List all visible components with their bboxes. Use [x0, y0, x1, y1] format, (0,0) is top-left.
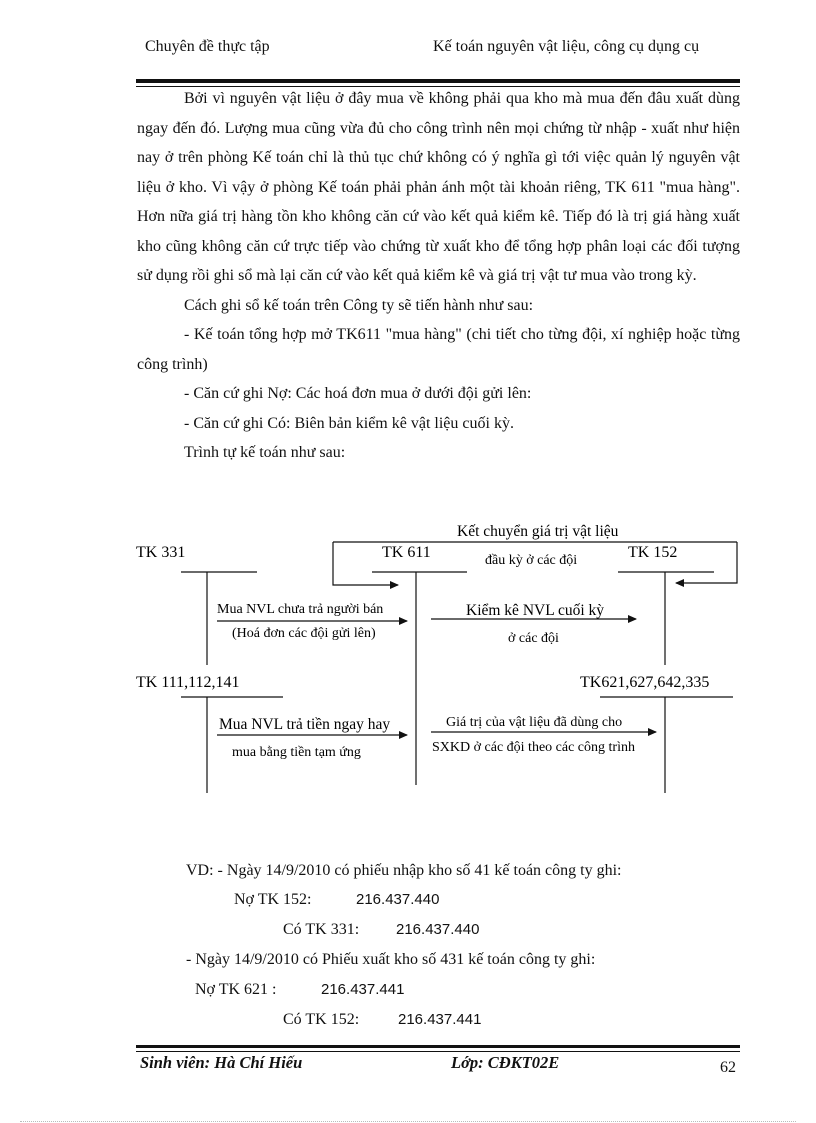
example-debit1-value: 216.437.440: [356, 891, 440, 908]
example-line2: - Ngày 14/9/2010 có Phiếu xuất kho số 431 kế toán công ty ghi:: [186, 951, 596, 968]
example-credit1-value: 216.437.440: [396, 921, 480, 938]
paragraph: - Kế toán tổng hợp mở TK611 "mua hàng" (chi tiết cho từng đội, xí nghiệp hoặc từng công trình): [137, 326, 740, 373]
account-tk611: TK 611: [382, 544, 431, 561]
account-tk331: TK 331: [136, 544, 186, 561]
label-buy-credit-line2: (Hoá đơn các đội gửi lên): [232, 626, 376, 641]
header-right-title: Kế toán nguyên vật liệu, công cụ dụng cụ: [433, 38, 700, 55]
label-transfer-line1: Kết chuyển giá trị vật liệu: [457, 523, 619, 540]
body-text: [137, 84, 740, 468]
label-used-line1: Giá trị của vật liệu đã dùng cho: [446, 715, 623, 730]
paragraph: Trình tự kế toán như sau:: [184, 444, 346, 461]
example-credit1-label: Có TK 331:: [283, 921, 360, 938]
label-transfer-line2: đầu kỳ ở các đội: [485, 553, 578, 568]
paragraph: Cách ghi sổ kế toán trên Công ty sẽ tiến hành như sau:: [184, 296, 534, 314]
page-bottom-border: [20, 1121, 796, 1122]
example-debit1-label: Nợ TK 152:: [234, 891, 312, 908]
label-inventory-line2: ở các đội: [508, 631, 559, 646]
label-used-line2: SXKD ở các đội theo các công trình: [432, 740, 635, 755]
page-number: 62: [720, 1059, 736, 1076]
footer-rule-thick: [136, 1045, 740, 1048]
header-rule-thick: [136, 79, 740, 83]
label-buy-credit-line1: Mua NVL chưa trả người bán: [217, 602, 384, 617]
example-debit2-value: 216.437.441: [321, 981, 405, 998]
label-buy-cash-line1: Mua NVL trả tiền ngay hay: [219, 716, 391, 733]
account-tk621: TK621,627,642,335: [580, 674, 710, 691]
example-debit2-label: Nợ TK 621 :: [195, 981, 277, 998]
example-credit2-value: 216.437.441: [398, 1011, 482, 1028]
label-buy-cash-line2: mua bằng tiền tạm ứng: [232, 745, 361, 760]
label-inventory-line1: Kiểm kê NVL cuối kỳ: [466, 602, 605, 619]
example-credit2-label: Có TK 152:: [283, 1011, 360, 1028]
footer-rule-thin: [136, 1051, 740, 1052]
account-tk152: TK 152: [628, 544, 678, 561]
example-line1: VD: - Ngày 14/9/2010 có phiếu nhập kho số 41 kế toán công ty ghi:: [186, 862, 622, 879]
footer-class: Lớp: CĐKT02E: [451, 1053, 560, 1072]
footer-student: Sinh viên: Hà Chí Hiếu: [140, 1053, 303, 1072]
account-tk111: TK 111,112,141: [136, 674, 240, 691]
header-left-title: Chuyên đề thực tập: [145, 38, 270, 55]
paragraph: Bởi vì nguyên vật liệu ở đây mua về không phải qua kho mà mua đến đâu xuất dùng ngay đến đó. Lượng mua cũng vừa đủ cho công trình nên mọi chứng từ nhập - xuất như hiện nay ở trên phòng Kế toán chỉ là thủ tục chứ không có ý nghĩa gì tới việc quản lý nguyên vật liệu ở kho. Vì vậy ở phòng Kế toán phải phản ánh một tài khoản riêng, TK 611 "mua hàng". Hơn nữa giá trị hàng tồn kho không căn cứ vào kết quả kiểm kê. Tiếp đó là trị giá hàng xuất kho cũng không căn cứ trực tiếp vào chứng từ xuất kho để tổng hợp phân loại các đối tượng sử dụng rồi ghi sổ mà lại căn cứ vào kết quả kiểm kê và giá trị vật tư mua vào trong kỳ.: [137, 90, 740, 284]
paragraph: - Căn cứ ghi Có: Biên bản kiểm kê vật liệu cuối kỳ.: [184, 414, 514, 432]
paragraph: - Căn cứ ghi Nợ: Các hoá đơn mua ở dưới đội gửi lên:: [184, 385, 532, 402]
accounting-flow-diagram: [0, 515, 816, 815]
transfer-loop-arrow-right: [676, 542, 737, 583]
